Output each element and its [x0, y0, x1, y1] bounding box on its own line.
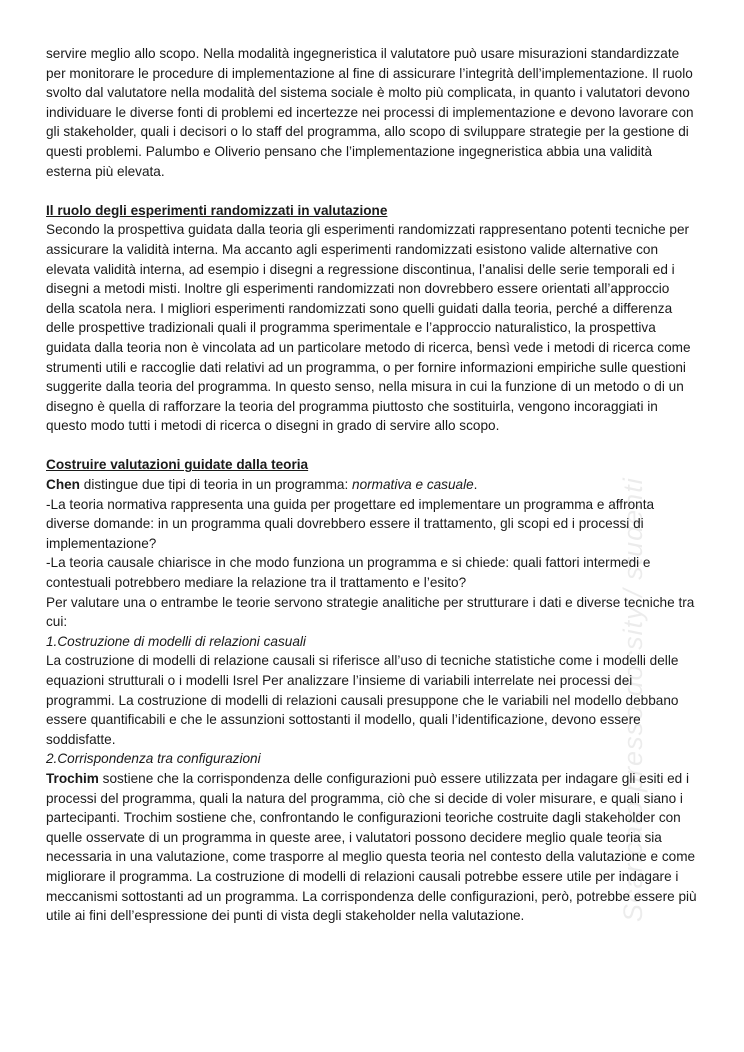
chen-paragraph	[46, 475, 700, 495]
subsection-title-causal-models: 1.Costruzione di modelli di relazioni casuali	[46, 633, 306, 649]
causal-theory-paragraph: -La teoria causale chiarisce in che modo funziona un programma e si chiede: quali fattori intermedi e contestuali potrebbero mediare la relazione tra il trattamento e l’esito?	[46, 555, 651, 591]
chen-italic: normativa e casuale	[352, 477, 474, 493]
chen-end: .	[473, 477, 478, 493]
trochim-paragraph	[46, 769, 700, 926]
subsection-title-configurations: 2.Corrispondenza tra configurazioni	[46, 751, 261, 767]
subsection-body-causal-models: La costruzione di modelli di relazione causali si riferisce all’uso di tecniche statistiche come i modelli delle equazioni strutturali o i modelli Isrel Per analizzare l’insieme di variabili interrelate nei processi dei programmi. La costruzione di modelli di relazioni causali presuppone che le variabili nel modello debbano essere quantificabili e che le assunzioni sottostanti il modello, quali l’identificazione, devono essere soddisfatte.	[46, 653, 679, 747]
section-heading-randomized-experiments: Il ruolo degli esperimenti randomizzati in valutazione	[46, 202, 388, 218]
trochim-text: sostiene che la corrispondenza delle configurazioni può essere utilizzata per indagare gli esiti ed i processi del programma, quali la natura del programma, ciò che si decide di voler misurare, e quali siano i partecipanti. Trochim sostiene che, confrontando le configurazioni teoriche costruite dagli stakeholder con quelle osservate di un programma in queste aree, i valutatori possono decidere meglio quale teoria sia necessaria in una valutazione, come trasporre al meglio questa teoria nel contesto della valutazione e come migliorare il programma. La costruzione di modelli di relazioni causali potrebbe essere utile per indagare i meccanismi sottostanti ad un programma. La corrispondenza delle configurazioni, però, potrebbe essere più utile ai fini dell’espressione dei punti di vista degli stakeholder nella valutazione.	[46, 770, 697, 924]
normative-theory-paragraph: -La teoria normativa rappresenta una guida per progettare ed implementare un programma e affronta diverse domande: in un programma quali dovrebbero essere il trattamento, gli scopi ed i processi di implementazione?	[46, 496, 655, 551]
section-body-randomized-experiments: Secondo la prospettiva guidata dalla teoria gli esperimenti randomizzati rappresentano potenti tecniche per assicurare la validità interna. Ma accanto agli esperimenti randomizzati esistono valide alternative con elevata validità interna, ad esempio i disegni a regressione discontinua, l’analisi delle serie temporali ed i disegni a metodi misti. Inoltre gli esperimenti randomizzati non dovrebbero essere orientati all’approccio della scatola nera. I migliori esperimenti randomizzati sono quelli guidati dalla teoria, perché a differenza delle prospettive tradizionali quali il programma sperimentale e l’approccio naturalistico, la prospettiva guidata dalla teoria non è vincolata ad un particolare metodo di ricerca, bensì vede i metodi di ricerca come strumenti utili e raccoglie dati relativi ad un programma, o per fornire informazioni empiriche sulle questioni suggerite dalla teoria del programma. In questo senso, nella misura in cui la funzione di un metodo o di un disegno è quella di rafforzare la teoria del programma piuttosto che sostituirla, vengono incoraggiati in questo modo tutti i metodi di ricerca o disegni in grado di servire allo scopo.	[46, 222, 691, 434]
spacer	[46, 436, 700, 456]
chen-text: distingue due tipi di teoria in un programma:	[79, 477, 353, 493]
intro-paragraph: servire meglio allo scopo. Nella modalità ingegneristica il valutatore può usare misurazioni standardizzate per monitorare le procedure di implementazione al fine di assicurare l’integrità dell’implementazione. Il ruolo svolto dal valutatore nella modalità del sistema sociale è molto più complicata, in quanto i valutatori devono individuare le diverse fonti di problemi ed incertezze nei processi di implementazione e devono lavorare con gli stakeholder, quali i decisori o lo staff del programma, allo scopo di sviluppare strategie per la gestione di questi problemi. Palumbo e Oliverio pensano che l’implementazione ingegneristica abbia una validità esterna più elevata.	[46, 46, 694, 179]
trochim-name: Trochim	[46, 770, 99, 786]
watermark: Scaricato presso docsity / studenti	[618, 477, 648, 922]
document-page	[46, 44, 700, 926]
section-heading-theory-driven-evaluations: Costruire valutazioni guidate dalla teoria	[46, 457, 309, 473]
strategies-paragraph: Per valutare una o entrambe le teorie servono strategie analitiche per strutturare i dati e diverse tecniche tra cui:	[46, 594, 695, 630]
chen-name: Chen	[46, 477, 80, 493]
spacer	[46, 181, 700, 201]
